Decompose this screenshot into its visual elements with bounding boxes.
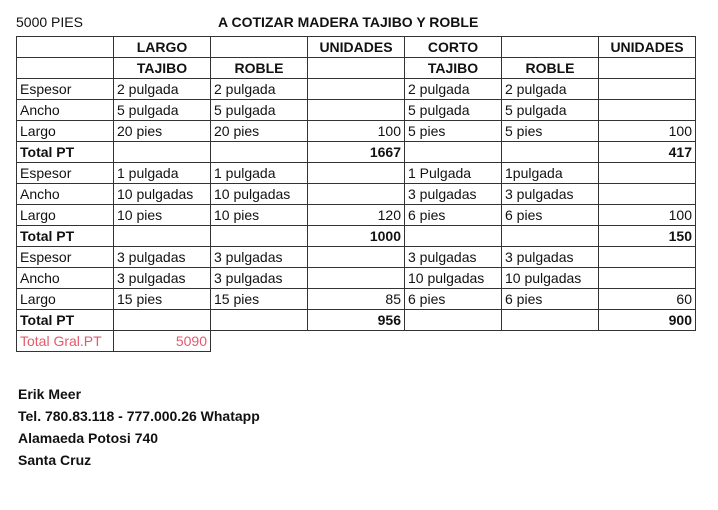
table-cell: 3 pulgadas: [114, 247, 211, 268]
table-cell: [599, 163, 696, 184]
row-label-cell: Total PT: [17, 226, 114, 247]
table-cell: 6 pies: [502, 205, 599, 226]
table-cell: [405, 142, 502, 163]
sub-header-cell: ROBLE: [211, 58, 308, 79]
table-cell: 3 pulgadas: [211, 247, 308, 268]
group-header-cell: LARGO: [114, 37, 211, 58]
contact-address: Alamaeda Potosi 740: [18, 430, 159, 446]
table-cell: 3 pulgadas: [405, 247, 502, 268]
quantity-label: 5000 PIES: [16, 14, 83, 30]
sub-header-cell: TAJIBO: [114, 58, 211, 79]
grand-total-label: Total Gral.PT: [17, 331, 114, 352]
table-cell: 5 pies: [502, 121, 599, 142]
table-cell: 10 pies: [114, 205, 211, 226]
document-title: A COTIZAR MADERA TAJIBO Y ROBLE: [218, 14, 479, 30]
table-cell: [308, 79, 405, 100]
table-cell: [308, 163, 405, 184]
table-cell: 2 pulgada: [211, 79, 308, 100]
table-cell: 417: [599, 142, 696, 163]
row-label-cell: Ancho: [17, 184, 114, 205]
table-cell: [599, 79, 696, 100]
table-row: [17, 121, 696, 142]
total-row: [17, 226, 696, 247]
table-cell: 5 pulgada: [502, 100, 599, 121]
empty-cell: [211, 331, 308, 352]
table-row: [17, 247, 696, 268]
sub-header-cell: TAJIBO: [405, 58, 502, 79]
row-label-cell: Ancho: [17, 268, 114, 289]
row-label-cell: Largo: [17, 205, 114, 226]
quote-table: [16, 36, 696, 352]
table-cell: 150: [599, 226, 696, 247]
total-row: [17, 310, 696, 331]
table-cell: 6 pies: [502, 289, 599, 310]
group-header-cell: [211, 37, 308, 58]
table-cell: 3 pulgadas: [211, 268, 308, 289]
empty-cell: [502, 331, 599, 352]
empty-cell: [599, 331, 696, 352]
group-header-cell: UNIDADES: [599, 37, 696, 58]
table-cell: [114, 226, 211, 247]
table-cell: 900: [599, 310, 696, 331]
table-cell: [599, 184, 696, 205]
table-row: [17, 79, 696, 100]
table-cell: 3 pulgadas: [405, 184, 502, 205]
table-cell: 1pulgada: [502, 163, 599, 184]
table-cell: 956: [308, 310, 405, 331]
group-header-row: [17, 37, 696, 58]
empty-cell: [405, 331, 502, 352]
row-label-cell: Largo: [17, 289, 114, 310]
table-cell: [502, 226, 599, 247]
sub-header-cell: ROBLE: [502, 58, 599, 79]
table-cell: 10 pulgadas: [114, 184, 211, 205]
table-cell: 100: [599, 205, 696, 226]
table-cell: [308, 247, 405, 268]
table-cell: [405, 226, 502, 247]
table-cell: 3 pulgadas: [114, 268, 211, 289]
table-row: [17, 100, 696, 121]
table-cell: 1000: [308, 226, 405, 247]
table-cell: 1667: [308, 142, 405, 163]
table-cell: 10 pulgadas: [502, 268, 599, 289]
table-cell: 60: [599, 289, 696, 310]
table-cell: 6 pies: [405, 289, 502, 310]
table-row: [17, 268, 696, 289]
table-cell: [114, 142, 211, 163]
total-row: [17, 142, 696, 163]
table-cell: [599, 268, 696, 289]
table-cell: 3 pulgadas: [502, 247, 599, 268]
table-cell: 10 pulgadas: [211, 184, 308, 205]
row-label-cell: Espesor: [17, 247, 114, 268]
table-cell: 10 pies: [211, 205, 308, 226]
table-cell: [211, 310, 308, 331]
table-cell: [308, 268, 405, 289]
table-cell: [502, 310, 599, 331]
sub-header-row: [17, 58, 696, 79]
row-label-cell: Total PT: [17, 310, 114, 331]
group-header-cell: [502, 37, 599, 58]
table-cell: 5 pies: [405, 121, 502, 142]
group-header-cell: UNIDADES: [308, 37, 405, 58]
contact-city: Santa Cruz: [18, 452, 92, 468]
table-cell: 1 pulgada: [114, 163, 211, 184]
table-cell: [211, 142, 308, 163]
empty-cell: [308, 331, 405, 352]
table-cell: [114, 310, 211, 331]
table-row: [17, 163, 696, 184]
table-row: [17, 184, 696, 205]
table-cell: 2 pulgada: [114, 79, 211, 100]
table-row: [17, 289, 696, 310]
row-label-cell: Largo: [17, 121, 114, 142]
grand-total-row: [17, 331, 696, 352]
table-cell: 6 pies: [405, 205, 502, 226]
table-cell: 5 pulgada: [211, 100, 308, 121]
row-label-cell: Total PT: [17, 142, 114, 163]
contact-phone: Tel. 780.83.118 - 777.000.26 Whatapp: [18, 408, 260, 424]
table-cell: [502, 142, 599, 163]
table-cell: 120: [308, 205, 405, 226]
contact-name: Erik Meer: [18, 386, 82, 402]
table-cell: [308, 184, 405, 205]
sub-header-cell: [17, 58, 114, 79]
sub-header-cell: [599, 58, 696, 79]
table-cell: [405, 310, 502, 331]
row-label-cell: Ancho: [17, 100, 114, 121]
table-cell: 10 pulgadas: [405, 268, 502, 289]
table-cell: 3 pulgadas: [502, 184, 599, 205]
group-header-cell: [17, 37, 114, 58]
sub-header-cell: [308, 58, 405, 79]
table-cell: 1 pulgada: [211, 163, 308, 184]
table-cell: 85: [308, 289, 405, 310]
table-cell: [308, 100, 405, 121]
table-cell: 100: [599, 121, 696, 142]
table-cell: 2 pulgada: [502, 79, 599, 100]
table-cell: 15 pies: [211, 289, 308, 310]
table-cell: 5 pulgada: [114, 100, 211, 121]
table-cell: [599, 247, 696, 268]
contact-block: [18, 383, 260, 471]
row-label-cell: Espesor: [17, 79, 114, 100]
table-cell: 20 pies: [211, 121, 308, 142]
table-cell: 20 pies: [114, 121, 211, 142]
table-row: [17, 205, 696, 226]
group-header-cell: CORTO: [405, 37, 502, 58]
table-cell: [599, 100, 696, 121]
table-cell: 100: [308, 121, 405, 142]
row-label-cell: Espesor: [17, 163, 114, 184]
table-cell: 1 Pulgada: [405, 163, 502, 184]
table-cell: 5 pulgada: [405, 100, 502, 121]
grand-total-value: 5090: [114, 331, 211, 352]
table-cell: 15 pies: [114, 289, 211, 310]
table-cell: 2 pulgada: [405, 79, 502, 100]
table-cell: [211, 226, 308, 247]
